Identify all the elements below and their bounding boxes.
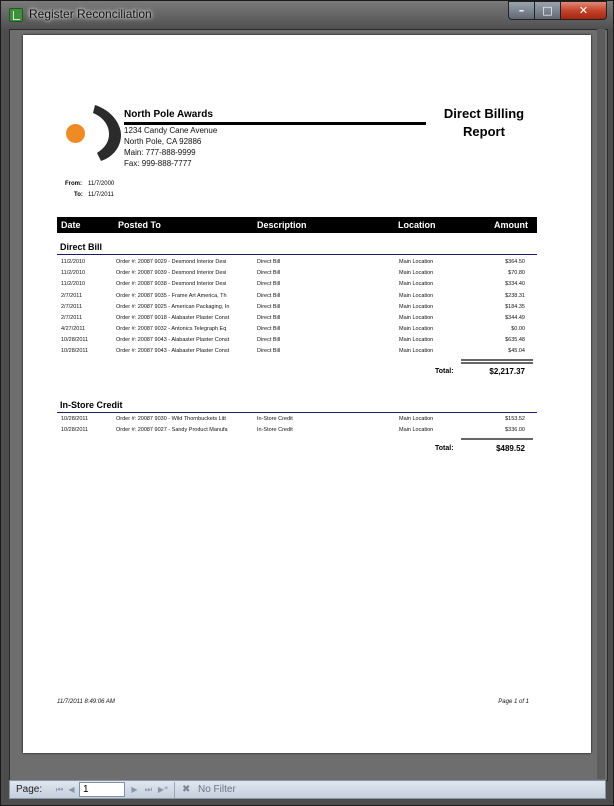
row-location: Main Location (399, 416, 434, 422)
minimize-button[interactable]: – (508, 1, 535, 20)
row-location: Main Location (399, 337, 434, 343)
table-row (23, 416, 591, 427)
to-label: To: (74, 192, 83, 198)
group-title-direct-bill: Direct Bill (60, 242, 103, 252)
row-date: 10/28/2011 (61, 416, 89, 422)
row-date: 11/2/2010 (61, 281, 86, 287)
row-amount: $45.04 (508, 348, 525, 354)
page-label: Page: (16, 784, 43, 795)
total-rule (461, 359, 533, 361)
row-date: 2/7/2011 (61, 293, 83, 299)
last-page-button[interactable]: ⏭ (144, 785, 153, 794)
row-description: Direct Bill (257, 337, 281, 343)
row-date: 2/7/2011 (61, 304, 83, 310)
row-date: 10/28/2011 (61, 427, 89, 433)
company-logo (63, 103, 123, 167)
row-amount: $334.40 (505, 281, 525, 287)
col-header-location: Location (398, 220, 436, 230)
report-title-line2: Report (463, 124, 505, 139)
row-date: 4/27/2011 (61, 326, 86, 332)
row-amount: $344.49 (505, 315, 525, 321)
col-header-amount: Amount (494, 220, 528, 230)
row-location: Main Location (399, 259, 434, 265)
table-row (23, 270, 591, 281)
previous-page-button[interactable]: ◀ (68, 785, 75, 794)
row-posted-to: Order #: 20087 9043 - Alabaster Plaster Const (116, 337, 230, 343)
table-row (23, 315, 591, 326)
col-header-description: Description (257, 220, 307, 230)
col-header-date: Date (61, 220, 81, 230)
company-fax: Fax: 999-888-7777 (124, 159, 192, 168)
row-description: Direct Bill (257, 315, 281, 321)
row-amount: $184.35 (505, 304, 525, 310)
row-description: Direct Bill (257, 348, 281, 354)
row-description: Direct Bill (257, 281, 281, 287)
logo-arc-icon (91, 103, 125, 163)
row-posted-to: Order #: 20087 9030 - Wild Thornbuckets Litt (116, 416, 226, 422)
report-title-line1: Direct Billing (443, 106, 525, 121)
from-value: 11/7/2000 (88, 181, 115, 187)
row-location: Main Location (399, 326, 434, 332)
table-row (23, 326, 591, 337)
logo-orange-dot (66, 124, 85, 143)
row-posted-to: Order #: 20087 9025 - American Packaging, In (116, 304, 230, 310)
row-description: Direct Bill (257, 326, 281, 332)
row-posted-to: Order #: 20087 9043 - Alabaster Plaster Const (116, 348, 230, 354)
row-amount: $364.50 (505, 259, 525, 265)
row-location: Main Location (399, 427, 434, 433)
row-posted-to: Order #: 20087 9038 - Desmond Interior Desi (116, 281, 227, 287)
row-amount: $238.31 (505, 293, 525, 299)
new-record-button[interactable]: ▶* (157, 785, 169, 794)
page-count: Page 1 of 1 (498, 699, 529, 705)
total-value: $489.52 (496, 444, 525, 453)
row-description: Direct Bill (257, 304, 281, 310)
row-posted-to: Order #: 20087 9018 - Alabaster Plaster Const (116, 315, 230, 321)
row-description: In-Store Credit (257, 416, 293, 422)
row-posted-to: Order #: 20087 9035 - Frame Art America, Th (116, 293, 227, 299)
row-location: Main Location (399, 293, 434, 299)
table-row (23, 304, 591, 315)
table-row (23, 348, 591, 359)
group-rule (57, 412, 537, 413)
row-description: In-Store Credit (257, 427, 293, 433)
window-title: Register Reconciliation (29, 7, 152, 21)
total-rule (461, 362, 533, 364)
company-main-phone: Main: 777-888-9999 (124, 148, 196, 157)
group-rule (57, 254, 537, 255)
nav-separator (174, 782, 175, 798)
to-value: 11/7/2011 (88, 192, 114, 198)
row-date: 10/28/2011 (61, 337, 89, 343)
page-number-input[interactable] (79, 782, 125, 797)
total-rule (461, 438, 533, 440)
title-bar[interactable] (1, 1, 613, 29)
row-description: Direct Bill (257, 270, 281, 276)
row-location: Main Location (399, 348, 434, 354)
company-address-line1: 1234 Candy Cane Avenue (124, 126, 218, 135)
table-row (23, 293, 591, 304)
report-timestamp: 11/7/2011 8:49:06 AM (57, 699, 115, 705)
row-posted-to: Order #: 20087 9027 - Sandy Product Manufa (116, 427, 228, 433)
window-controls (508, 1, 607, 20)
total-value: $2,217.37 (489, 367, 525, 376)
row-description: Direct Bill (257, 293, 281, 299)
row-description: Direct Bill (257, 259, 281, 265)
row-location: Main Location (399, 304, 434, 310)
row-date: 11/2/2010 (61, 259, 86, 265)
row-amount: $635.48 (505, 337, 525, 343)
table-row (23, 337, 591, 348)
row-posted-to: Order #: 20087 9029 - Desmond Interior Desi (116, 259, 227, 265)
row-location: Main Location (399, 281, 434, 287)
row-amount: $336.00 (505, 427, 525, 433)
report-title (431, 105, 537, 141)
row-amount: $0.00 (511, 326, 525, 332)
column-header-bar (57, 217, 537, 233)
record-navigation-bar (9, 780, 606, 799)
report-page (23, 35, 591, 753)
total-label: Total: (435, 445, 454, 452)
maximize-button[interactable]: □ (535, 1, 561, 20)
row-posted-to: Order #: 20087 9039 - Desmond Interior Desi (116, 270, 227, 276)
table-row (23, 427, 591, 438)
col-header-posted-to: Posted To (118, 220, 161, 230)
row-date: 11/2/2010 (61, 270, 86, 276)
access-app-icon (9, 8, 23, 22)
company-name: North Pole Awards (124, 109, 213, 120)
row-amount: $70.80 (508, 270, 525, 276)
from-label: From: (65, 181, 82, 187)
row-date: 2/7/2011 (61, 315, 83, 321)
table-row (23, 259, 591, 270)
row-location: Main Location (399, 270, 434, 276)
total-label: Total: (435, 368, 454, 375)
no-filter-icon[interactable]: ✖ (182, 784, 191, 795)
filter-status[interactable]: No Filter (198, 784, 236, 795)
row-amount: $153.52 (505, 416, 525, 422)
close-button[interactable]: ✕ (561, 1, 607, 20)
first-page-button[interactable]: ⏮ (55, 785, 64, 794)
company-address-line2: North Pole, CA 92886 (124, 137, 202, 146)
company-underline (124, 122, 426, 125)
table-row (23, 281, 591, 292)
row-posted-to: Order #: 20087 9032 - Antonics Telegraph Eq (116, 326, 227, 332)
group-title-in-store-credit: In-Store Credit (60, 400, 123, 410)
next-page-button[interactable]: ▶ (131, 785, 138, 794)
preview-scroll-gutter (597, 29, 605, 779)
row-location: Main Location (399, 315, 434, 321)
row-date: 10/28/2011 (61, 348, 89, 354)
